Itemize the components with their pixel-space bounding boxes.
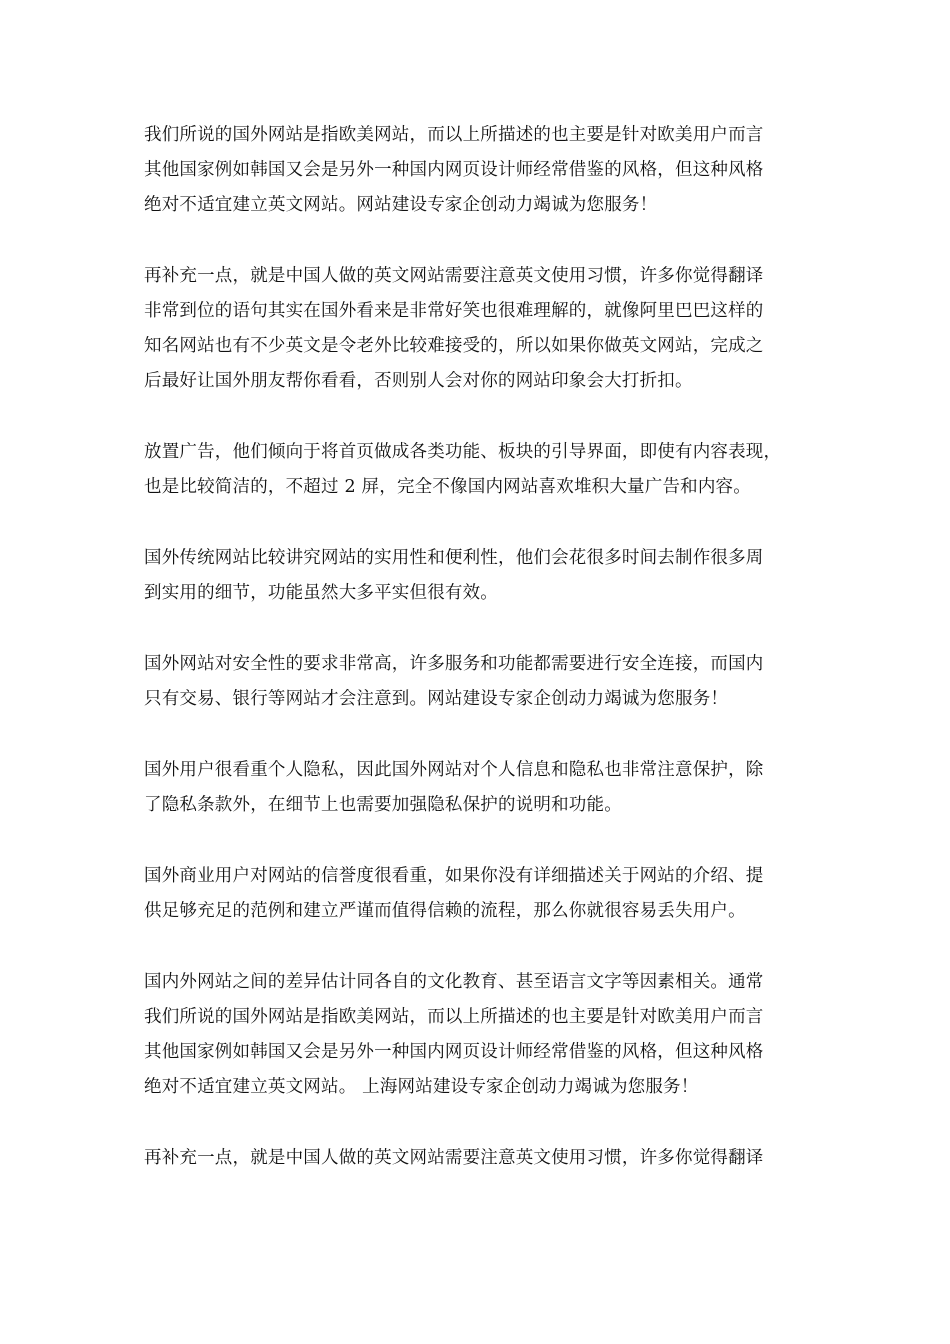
text-line: 放置广告，他们倾向于将首页做成各类功能、板块的引导界面，即使有内容表现， [144, 442, 782, 462]
paragraph-5 [144, 647, 810, 717]
document-body [144, 118, 810, 1212]
text-line: 其他国家例如韩国又会是另外一种国内网页设计师经常借鉴的风格，但这种风格 [144, 160, 764, 180]
text-line: 只有交易、银行等网站才会注意到。网站建设专家企创动力竭诚为您服务！ [144, 689, 729, 709]
text-line: 再补充一点，就是中国人做的英文网站需要注意英文使用习惯，许多你觉得翻译 [144, 266, 764, 286]
paragraph-2 [144, 259, 810, 399]
text-line: 也是比较简洁的，不超过 2 屏，完全不像国内网站喜欢堆积大量广告和内容。 [144, 477, 751, 497]
text-line: 后最好让国外朋友帮你看看，否则别人会对你的网站印象会大打折扣。 [144, 371, 693, 391]
text-line: 国外用户很看重个人隐私，因此国外网站对个人信息和隐私也非常注意保护，除 [144, 760, 764, 780]
paragraph-9 [144, 1141, 810, 1176]
text-line: 了隐私条款外，在细节上也需要加强隐私保护的说明和功能。 [144, 795, 622, 815]
text-line: 知名网站也有不少英文是令老外比较难接受的，所以如果你做英文网站，完成之 [144, 336, 764, 356]
text-line: 供足够充足的范例和建立严谨而值得信赖的流程，那么你就很容易丢失用户。 [144, 901, 746, 921]
text-line: 非常到位的语句其实在国外看来是非常好笑也很难理解的，就像阿里巴巴这样的 [144, 301, 764, 321]
text-line: 国外传统网站比较讲究网站的实用性和便利性，他们会花很多时间去制作很多周 [144, 548, 764, 568]
text-line: 其他国家例如韩国又会是另外一种国内网页设计师经常借鉴的风格，但这种风格 [144, 1042, 764, 1062]
paragraph-6 [144, 753, 810, 823]
text-line: 国内外网站之间的差异估计同各自的文化教育、甚至语言文字等因素相关。通常 [144, 972, 764, 992]
text-line: 我们所说的国外网站是指欧美网站，而以上所描述的也主要是针对欧美用户而言 [144, 1007, 764, 1027]
text-line: 再补充一点，就是中国人做的英文网站需要注意英文使用习惯，许多你觉得翻译 [144, 1148, 764, 1168]
paragraph-7 [144, 859, 810, 929]
paragraph-1 [144, 118, 810, 223]
paragraph-3 [144, 435, 810, 505]
text-line: 国外商业用户对网站的信誉度很看重，如果你没有详细描述关于网站的介绍、提 [144, 866, 764, 886]
text-line: 绝对不适宜建立英文网站。网站建设专家企创动力竭诚为您服务！ [144, 195, 658, 215]
paragraph-8 [144, 965, 810, 1105]
paragraph-4 [144, 541, 810, 611]
text-line: 国外网站对安全性的要求非常高，许多服务和功能都需要进行安全连接，而国内 [144, 654, 764, 674]
text-line: 到实用的细节，功能虽然大多平实但很有效。 [144, 583, 498, 603]
text-line: 绝对不适宜建立英文网站。 上海网站建设专家企创动力竭诚为您服务！ [144, 1077, 699, 1097]
text-line: 我们所说的国外网站是指欧美网站，而以上所描述的也主要是针对欧美用户而言 [144, 125, 764, 145]
